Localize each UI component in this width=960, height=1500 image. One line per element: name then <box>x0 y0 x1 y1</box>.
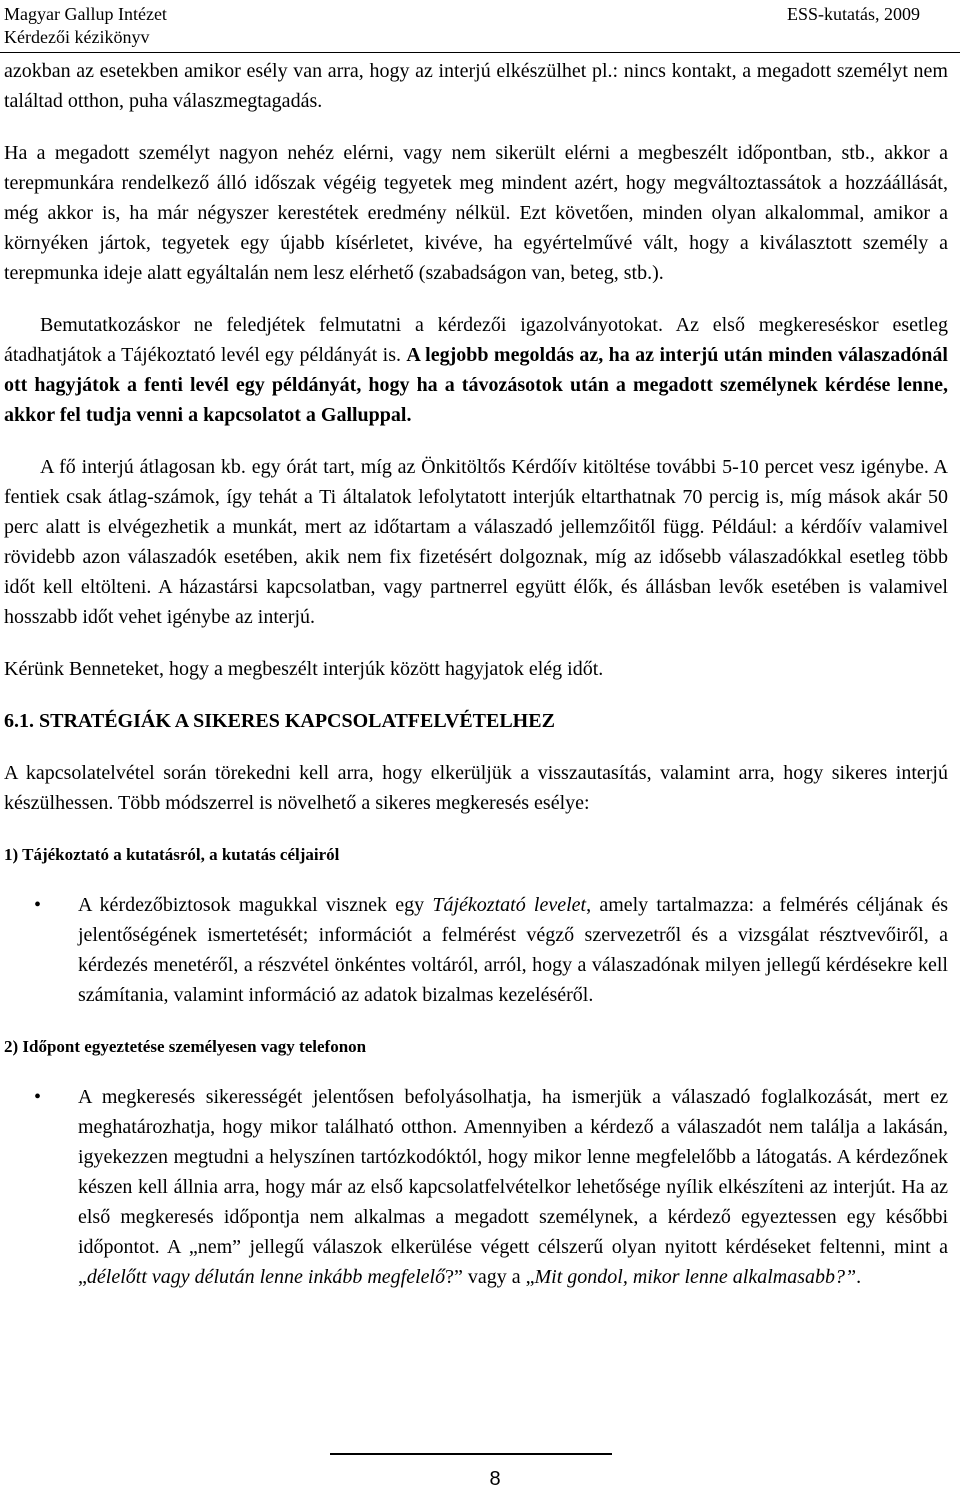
bullet-2-italic-1: délelőtt vagy délután lenne inkább megfelelő <box>86 1266 446 1288</box>
page-header <box>0 0 960 56</box>
paragraph-3-text: Bemutatkozáskor ne feledjétek felmutatni a kérdezői igazolványotokat. Az első megkereséskor esetleg átadhatjátok a Tájékoztató levél egy példányát is. <box>4 314 948 366</box>
bullet-2-text-end: . <box>856 1266 862 1288</box>
bullet-2-italic-2: Mit gondol, mikor lenne alkalmasabb?” <box>534 1266 857 1288</box>
paragraph-4: A fő interjú átlagosan kb. egy órát tart, míg az Önkitöltős Kérdőív kitöltése további 5-10 percet vesz igénybe. A fentiek csak átlag-számok, így tehát a Ti általatok lefolytatott interjúk eltarthatnak 70 percig is, míg mások akár 50 perc alatt is elvégezhetik a munkát, mert az időtartam a válaszadó jellemzőitől függ. Például: a kérdőív valamivel rövidebb azon válaszadók esetében, akik nem fix fizetésért dolgoznak, míg az idősebb válaszadókkal esetleg több időt kell eltölteni. A házastársi kapcsolatban, vagy partnerrel együtt élők, és állásban levők esetében is valamivel hosszabb időt vehet igénybe az interjú. <box>4 456 948 628</box>
bullet-2-text: A megkeresés sikerességét jelentősen befolyásolhatja, ha ismerjük a válaszadó foglalkozását, mert ez meghatározhatja, hogy mikor található otthon. Amennyiben a kérdező a válaszadót nem találja a lakásán, igyekezzen megtudni a helyszínen tartózkodóktól, hogy mikor lenne megfelelőbb a látogatás. A kérdezőnek készen kell állnia arra, hogy már az első kapcsolatfelvételkor lehetősége nyílik elkészíteni az interjút. Ha az első megkeresés időpontja nem alkalmas a megadott személynek, a kérdező egyeztessen egy későbbi időpontot. A „nem” jellegű válaszok elkerülése végett célszerű olyan nyitott kérdéseket feltenni, mint a „ <box>78 1086 948 1288</box>
paragraph-5: Kérünk Benneteket, hogy a megbeszélt interjúk között hagyjatok elég időt. <box>4 658 604 680</box>
document-body <box>4 56 948 1292</box>
subheading-1: 1) Tájékoztató a kutatásról, a kutatás céljairól <box>4 845 340 864</box>
bullet-icon: • <box>34 894 42 916</box>
bullet-1-text: A kérdezőbiztosok magukkal visznek egy <box>78 894 433 916</box>
bullet-1-italic: Tájékoztató levelet <box>432 894 587 916</box>
bullet-item-2 <box>4 1082 948 1292</box>
paragraph-3 <box>4 310 948 430</box>
header-document-title: Kérdezői kézikönyv <box>4 27 150 47</box>
bullet-icon: • <box>34 1086 42 1108</box>
footer-rule <box>330 1453 612 1455</box>
paragraph-3-bold-text: A legjobb megoldás az, ha az interjú után minden válaszadónál ott hagyjátok a fenti levél egy példányát, hogy ha a távozásotok után a megadott személynek kérdése lenne, akkor fel tudja venni a kapcsolatot a Galluppal. <box>4 344 948 426</box>
header-organization: Magyar Gallup Intézet <box>4 4 167 24</box>
bullet-2-text-mid: ?” vagy a „ <box>445 1266 535 1288</box>
subheading-2: 2) Időpont egyeztetése személyesen vagy telefonon <box>4 1037 367 1056</box>
header-rule <box>0 52 960 53</box>
bullet-item-1 <box>4 890 948 1010</box>
header-project: ESS-kutatás, 2009 <box>787 4 920 24</box>
section-heading: 6.1. STRATÉGIÁK A SIKERES KAPCSOLATFELVÉTELHEZ <box>4 710 555 732</box>
paragraph-1: azokban az esetekben amikor esély van arra, hogy az interjú elkészülhet pl.: nincs kontakt, a megadott személyt nem találtad otthon, puha válaszmegtagadás. <box>4 60 948 112</box>
paragraph-2: Ha a megadott személyt nagyon nehéz elérni, vagy nem sikerült elérni a megbeszélt időpontban, stb., akkor a terepmunkára rendelkező álló időszak végéig tegyetek meg mindent azért, hogy megváltoztassátok a hozzáállását, még akkor is, ha már négyszer kerestétek eredmény nélkül. Ezt követően, minden olyan alkalommal, amikor a környéken jártok, tegyetek egy újabb kísérletet, kivéve, ha egyértelművé vált, hogy a kiválasztott személy a terepmunka ideje alatt egyáltalán nem lesz elérhető (szabadságon van, beteg, stb.). <box>4 142 948 284</box>
page-number: 8 <box>489 1468 501 1490</box>
bullet-1-text-end: , amely tartalmazza: a felmérés céljának és jelentőségének ismertetését; információt a felmérést végző szervezetről és a vizsgálat résztvevőiről, a kérdezés menetéről, a részvétel önkéntes voltáról, arról, hogy a válaszadónak milyen jellegű kérdésekre kell számítania, valamint információ az adatok bizalmas kezeléséről. <box>78 894 949 1006</box>
paragraph-6: A kapcsolatelvétel során törekedni kell arra, hogy elkerüljük a visszautasítás, valamint arra, hogy sikeres interjú készülhessen. Több módszerrel is növelhető a sikeres megkeresés esélye: <box>4 762 948 814</box>
